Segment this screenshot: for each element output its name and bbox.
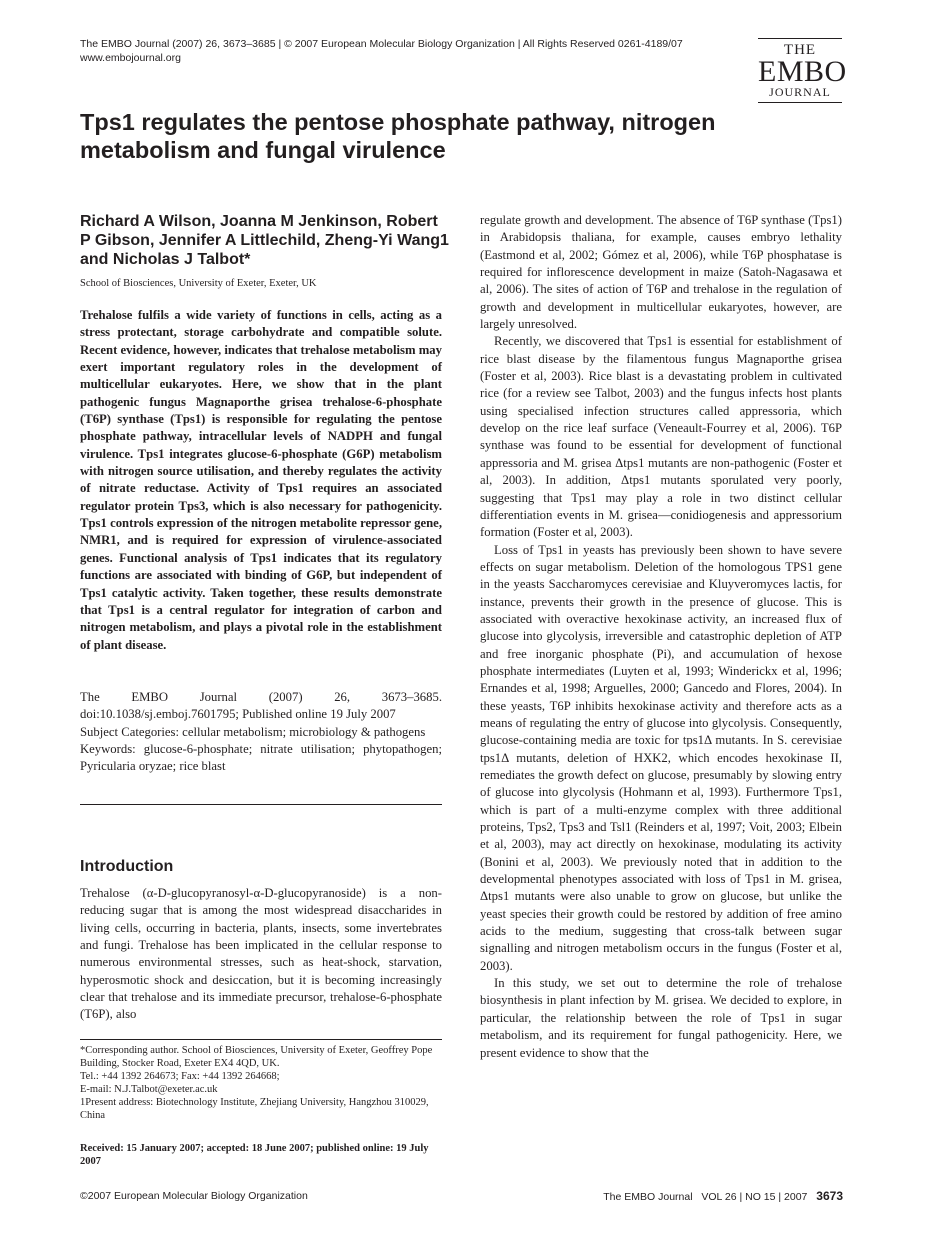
journal-url[interactable]: www.embojournal.org xyxy=(80,52,181,64)
keywords: Keywords: glucose-6-phosphate; nitrate utilisation; phytopathogen; Pyricularia oryzae; rice blast xyxy=(80,742,442,774)
logo-journal: JOURNAL xyxy=(769,85,831,99)
subject-categories: Subject Categories: cellular metabolism; microbiology & pathogens xyxy=(80,724,426,739)
contact-email[interactable]: E-mail: N.J.Talbot@exeter.ac.uk xyxy=(80,1084,218,1096)
footnotes xyxy=(80,1044,442,1123)
contact-phone: Tel.: +44 1392 264673; Fax: +44 1392 264668; xyxy=(80,1071,280,1083)
intro-paragraph: Trehalose (α-D-glucopyranosyl-α-D-glucopyranoside) is a non-reducing sugar that is among the most widespread disaccharides in living cells, occurring in bacteria, plants, insects, some invertebrates and fungi. Trehalose has been implicated in the cellular response to numerous environmental stresses, such as heat-shock, starvation, hyperosmotic shock and desiccation, but it is becoming increasingly clear that trehalose and its immediate precursor, trehalose-6-phosphate (T6P), also xyxy=(80,886,442,1022)
corresponding-author: *Corresponding author. School of Biosciences, University of Exeter, Geoffrey Pope Building, Stocker Road, Exeter EX4 4QD, UK. xyxy=(80,1045,433,1070)
abstract-text: Trehalose fulfils a wide variety of functions in cells, acting as a stress protectant, storage carbohydrate and compatible solute. Recent evidence, however, indicates that trehalose metabolism may exert important regulatory roles in the development of multicellular eukaryotes. Here, we show that in the plant pathogenic fungus Magnaporthe grisea trehalose-6-phosphate (T6P) synthase (Tps1) is responsible for regulating the pentose phosphate pathway, intracellular levels of NADPH and fungal virulence. Tps1 integrates glucose-6-phosphate (G6P) metabolism with nitrogen source utilisation, and thereby regulates the activity of nitrate reductase. Activity of Tps1 requires an associated regulator protein Tps3, which is also necessary for pathogenicity. Tps1 controls expression of the nitrogen metabolite repressor gene, NMR1, and is required for expression of virulence-associated genes. Functional analysis of Tps1 indicates that its regulatory functions are associated with binding of G6P, but independent of Tps1 catalytic activity. Taken together, these results demonstrate that Tps1 is a central regulator for integration of carbon and nitrogen metabolism, and plays a pivotal role in the establishment of plant disease. xyxy=(80,308,442,652)
present-address: 1Present address: Biotechnology Institute, Zhejiang University, Hangzhou 310029, China xyxy=(80,1097,429,1122)
paragraph: Loss of Tps1 in yeasts has previously been shown to have severe effects on sugar metabolism. Deletion of the homologous TPS1 gene in the yeasts Saccharomyces cerevisiae and Kluyveromyces lactis, for instance, prevents their growth in the presence of glucose. This is associated with overactive hexokinase activity, an increased flux of glucose into glycolysis, irreversible and catastrophic depletion of ATP and free inorganic phosphate (Pi), and accumulation of hexose phosphate intermediates (Luyten et al, 1993; Winderickx et al, 1996; Ernandes et al, 1998; Arguelles, 2000; Gancedo and Flores, 2004). In these yeasts, T6P inhibits hexokinase activity and therefore acts as a means of regulating the entry of glucose into glycolysis. Consequently, glucose-containing media are toxic for tps1Δ mutants. In S. cerevisiae tps1Δ mutants, deletion of HXK2, which encodes hexokinase II, remediates the growth defect on glucose, presumably by slowing entry of glucose into glycolysis (Hohmann et al, 1993). Furthermore Tps1, which is part of a multi-enzyme complex with three additional proteins, Tps2, Tps3 and Tsl1 (Reinders et al, 1997; Voit, 2003; Elbein et al, 2003), may act directly on hexokinase, modulating its activity (Bonini et al, 2003). We previously noted that in addition to the developmental phenotypes associated with loss of Tps1 in M. grisea, Δtps1 mutants were also unable to grow on glucose, but unlike the yeast species their growth could be restored by addition of free amino acids to the medium, suggesting that cross-talk between sugar signalling and nitrogen metabolism occurs in the fungus (Foster et al, 2003). xyxy=(480,542,842,973)
footer-journal-info xyxy=(603,1189,843,1203)
footnote-divider xyxy=(80,1039,442,1040)
citation-block xyxy=(80,689,442,776)
section-heading-introduction: Introduction xyxy=(80,858,174,875)
logo-the: THE xyxy=(783,42,817,58)
footer-copyright: ©2007 European Molecular Biology Organization xyxy=(80,1190,308,1202)
footer-issue: VOL 26 | NO 15 | 2007 xyxy=(701,1191,808,1203)
author-list: Richard A Wilson, Joanna M Jenkinson, Robert P Gibson, Jennifer A Littlechild, Zheng-Yi Wang1 and Nicholas J Talbot* xyxy=(80,213,449,268)
affiliation: School of Biosciences, University of Exeter, Exeter, UK xyxy=(80,278,317,289)
paragraph: In this study, we set out to determine the role of trehalose biosynthesis in plant infection by M. grisea. We decided to explore, in particular, the relationship between the role of Tps1 in sugar metabolism, and its requirement for fungal pathogenicity. Here, we present evidence to show that the xyxy=(480,976,842,1060)
page-number: 3673 xyxy=(816,1189,843,1203)
received-dates: Received: 15 January 2007; accepted: 18 June 2007; published online: 19 July 2007 xyxy=(80,1143,429,1168)
paragraph: Recently, we discovered that Tps1 is essential for establishment of rice blast disease by the filamentous fungus Magnaporthe grisea (Foster et al, 2003). Rice blast is a devastating problem in cultivated rice (for a review see Talbot, 2003) and the fungus infects host plants using specialised infection structures called appressoria, which develop on the rice leaf surface (Veneault-Fourrey et al, 2006). T6P synthase was found to be essential for development of functional appressoria and M. grisea Δtps1 mutants are non-pathogenic (Foster et al, 2003). In addition, Δtps1 mutants sporulated very poorly, suggesting that Tps1 may play a role in two distinct cellular differentiation events in M. grisea—conidiogenesis and appressorium formation (Foster et al, 2003). xyxy=(480,334,842,540)
journal-logo xyxy=(758,38,847,103)
logo-embo: EMBO xyxy=(758,55,847,88)
paragraph: regulate growth and development. The absence of T6P synthase (Tps1) in Arabidopsis thaliana, for example, causes embryo lethality (Eastmond et al, 2002; Gómez et al, 2006), while T6P phosphatase is required for inflorescence development in maize (Satoh-Nagasawa et al, 2006). The sites of action of T6P and trehalose in the regulation of growth and development in multicellular eukaryotes, however, are largely unresolved. xyxy=(480,213,842,332)
section-divider xyxy=(80,804,442,805)
citation-line: The EMBO Journal (2007) 26, 3673–3685. doi:10.1038/sj.emboj.7601795; Published online 19 July 2007 xyxy=(80,690,442,722)
footer-journal-name: The EMBO Journal xyxy=(603,1191,693,1203)
article-title: Tps1 regulates the pentose phosphate pathway, nitrogen metabolism and fungal virulence xyxy=(80,109,716,163)
right-column-text xyxy=(480,212,842,1062)
introduction-text xyxy=(80,885,442,1024)
running-header: The EMBO Journal (2007) 26, 3673–3685 | © 2007 European Molecular Biology Organization | All Rights Reserved 0261-4189/07 xyxy=(80,38,683,50)
abstract xyxy=(80,307,442,654)
